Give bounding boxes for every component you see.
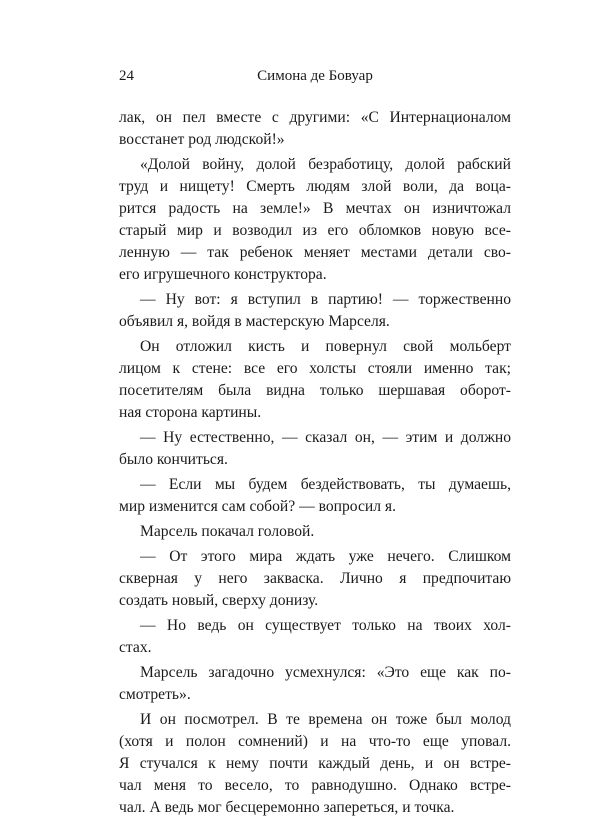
text-line: посетителям была видна только шершавая оборот- — [119, 382, 511, 399]
paragraph — [119, 709, 511, 819]
text-line: объявил я, войдя в мастерскую Марселя. — [119, 313, 390, 330]
text-line: — От этого мира ждать уже нечего. Слишком — [140, 548, 511, 565]
text-line: восстанет род людской!» — [119, 131, 285, 148]
text-line: — Но ведь он существует только на твоих хол- — [140, 617, 511, 634]
text-line: Марсель покачал головой. — [140, 523, 315, 540]
text-line: ная сторона картины. — [119, 404, 262, 421]
text-line: его игрушечного конструктора. — [119, 266, 327, 283]
text-line: лицом к стене: все его холсты стояли именно так; — [119, 360, 511, 377]
text-line: лак, он пел вместе с другими: «С Интернационалом — [119, 109, 511, 126]
page-header — [119, 66, 511, 86]
paragraph — [119, 107, 511, 151]
text-line: — Ну естественно, — сказал он, — этим и должно — [140, 429, 511, 446]
text-line: «Долой войну, долой безработицу, долой рабский — [140, 156, 511, 173]
text-line: — Если мы будем бездействовать, ты думаешь, — [140, 476, 511, 493]
text-line: создать новый, сверху донизу. — [119, 592, 319, 609]
running-title: Симона де Бовуар — [257, 68, 373, 84]
text-line: Он отложил кисть и повернул свой мольберт — [140, 338, 511, 355]
body-text — [119, 107, 511, 822]
paragraph — [119, 662, 511, 706]
text-line: Марсель загадочно усмехнулся: «Это еще как по- — [140, 664, 511, 681]
text-line: старый мир и возводил из его обломков новую все- — [119, 222, 511, 239]
text-line: Я стучался к нему почти каждый день, и он встре- — [119, 755, 511, 772]
text-line: скверная у него закваска. Лично я предпочитаю — [119, 570, 511, 587]
text-line: чал меня то весело, то равнодушно. Однако встре- — [119, 777, 511, 794]
paragraph — [119, 289, 511, 333]
page-number: 24 — [119, 68, 134, 84]
text-line: смотреть». — [119, 686, 191, 703]
paragraph — [119, 546, 511, 612]
text-line: чал. А ведь мог бесцеремонно запереться, и точка. — [119, 799, 455, 816]
text-line: рится радость на земле!» В мечтах он изничтожал — [119, 200, 511, 217]
text-line: ленную — так ребенок меняет местами детали сво- — [119, 244, 511, 261]
text-line: стах. — [119, 639, 152, 656]
text-line: И он посмотрел. В те времена он тоже был молод — [140, 711, 511, 728]
paragraph — [119, 615, 511, 659]
paragraph — [119, 154, 511, 286]
paragraph — [119, 336, 511, 424]
paragraph — [119, 521, 511, 543]
text-line: труд и нищету! Смерть людям злой воли, да воца- — [119, 178, 511, 195]
text-line: было кончиться. — [119, 451, 228, 468]
paragraph — [119, 474, 511, 518]
text-line: (хотя и полон сомнений) и на что-то еще уповал. — [119, 733, 511, 750]
text-line: мир изменится сам собой? — вопросил я. — [119, 498, 396, 515]
paragraph — [119, 427, 511, 471]
text-line: — Ну вот: я вступил в партию! — торжественно — [140, 291, 511, 308]
